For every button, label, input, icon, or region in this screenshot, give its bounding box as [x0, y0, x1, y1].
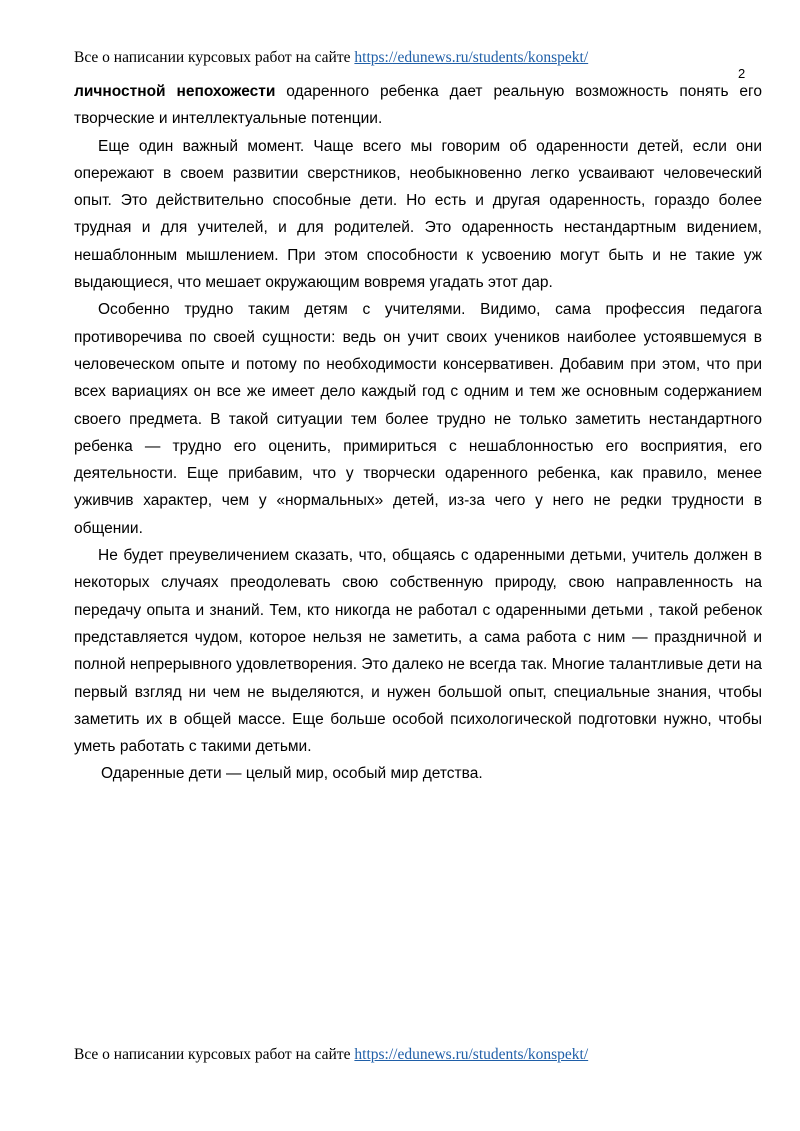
footer-link[interactable]: https://edunews.ru/students/konspekt/ — [354, 1046, 589, 1063]
bold-phrase: личностной непохожести — [74, 83, 276, 100]
page-header — [74, 48, 734, 68]
page-footer — [74, 1045, 734, 1065]
paragraph-1 — [74, 78, 762, 133]
paragraph-2: Еще один важный момент. Чаще всего мы говорим об одаренности детей, если они опережают в своем развитии сверстников, необыкновенно легко усваивают человеческий опыт. Это действительно способные дети. Но есть и другая одаренность, гораздо более трудная и для учителей, и для родителей. Это одаренность нестандартным видением, нешаблонным мышлением. При этом способности к усвоению могут быть и не такие уж выдающиеся, что мешает окружающим вовремя угадать этот дар. — [74, 137, 762, 292]
paragraph-5: Одаренные дети — целый мир, особый мир детства. — [101, 765, 483, 783]
paragraph-1-text: одаренного ребенка дает реальную возможность понять его творческие и интеллектуальные потенции. — [74, 83, 762, 128]
paragraph-4: Не будет преувеличением сказать, что, общаясь с одаренными детьми, учитель должен в некоторых случаях преодолевать свою собственную природу, свою направленность на передачу опыта и знаний. Тем, кто никогда не работал с одаренными детьми , такой ребенок представляется чудом, которое нельзя не заметить, а сама работа с ним — праздничной и полной непрерывного удовлетворения. Это далеко не всегда так. Многие талантливые дети на первый взгляд ни чем не выделяются, и нужен большой опыт, специальные знания, чтобы заметить их в общей массе. Еще больше особой психологической подготовки нужно, чтобы уметь работать с такими детьми. — [74, 547, 762, 756]
document-body — [74, 78, 762, 788]
header-link[interactable]: https://edunews.ru/students/konspekt/ — [354, 49, 589, 66]
footer-text: Все о написании курсовых работ на сайте — [74, 1046, 355, 1063]
paragraph-3: Особенно трудно таким детям с учителями. Видимо, сама профессия педагога противоречива по своей сущности: ведь он учит своих учеников наиболее устоявшемуся в человеческом опыте и потому по необходимости консервативен. Добавим при этом, что при всех вариациях он все же имеет дело каждый год с одним и тем же основным содержанием своего предмета. В такой ситуации тем более трудно не только заметить нестандартного ребенка — трудно его оценить, примириться с нешаблонностью его восприятия, его деятельности. Еще прибавим, что у творчески одаренного ребенка, как правило, менее уживчив характер, чем у «нормальных» детей, из-за чего у него не редки трудности в общении. — [74, 301, 762, 537]
page-number: 2 — [738, 66, 746, 81]
header-text: Все о написании курсовых работ на сайте — [74, 49, 355, 66]
